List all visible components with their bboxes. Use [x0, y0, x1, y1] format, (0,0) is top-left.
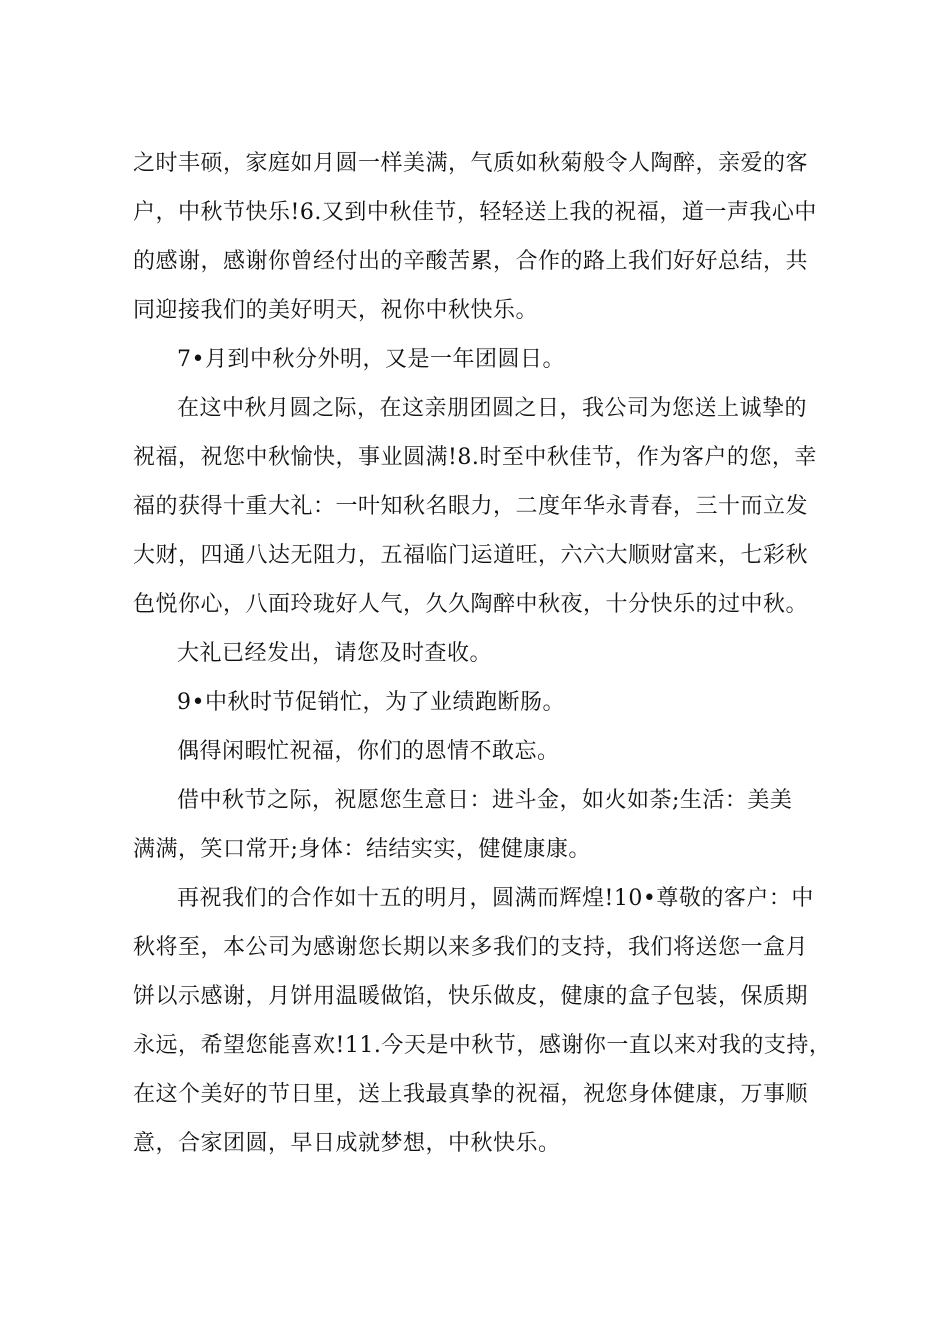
text-line: 永远，希望您能喜欢!11.今天是中秋节，感谢你一直以来对我的支持， — [133, 1033, 832, 1058]
text-line: 在这中秋月圆之际，在这亲朋团圆之日，我公司为您送上诚挚的 — [177, 396, 808, 421]
text-line: 意，合家团圆，早日成就梦想，中秋快乐。 — [133, 1131, 561, 1156]
text-line: 满满，笑口常开;身体：结结实实，健健康康。 — [133, 837, 591, 862]
text-line: 大财，四通八达无阻力，五福临门运道旺，六六大顺财富来，七彩秋 — [133, 543, 809, 568]
text-line: 再祝我们的合作如十五的明月，圆满而辉煌!10•尊敬的客户：中 — [177, 886, 814, 911]
text-line: 户，中秋节快乐!6.又到中秋佳节，轻轻送上我的祝福，道一声我心中 — [133, 200, 817, 225]
text-line: 在这个美好的节日里，送上我最真挚的祝福，祝您身体健康，万事顺 — [133, 1082, 809, 1107]
text-line: 借中秋节之际，祝愿您生意日：进斗金，如火如荼;生活：美美 — [177, 788, 793, 813]
text-line: 福的获得十重大礼：一叶知秋名眼力，二度年华永青春，三十而立发 — [133, 494, 809, 519]
text-line: 偶得闲暇忙祝福，你们的恩情不敢忘。 — [177, 739, 560, 764]
text-line: 祝福，祝您中秋愉快，事业圆满!8.时至中秋佳节，作为客户的您，幸 — [133, 445, 817, 470]
document-body — [133, 139, 832, 1168]
text-line: 色悦你心，八面玲珑好人气，久久陶醉中秋夜，十分快乐的过中秋。 — [133, 592, 809, 617]
text-line: 9•中秋时节促销忙，为了业绩跑断肠。 — [177, 690, 565, 715]
text-line: 之时丰硕，家庭如月圆一样美满，气质如秋菊般令人陶醉，亲爱的客 — [133, 151, 809, 176]
text-line: 的感谢，感谢你曾经付出的辛酸苦累，合作的路上我们好好总结，共 — [133, 249, 809, 274]
text-line: 7•月到中秋分外明，又是一年团圆日。 — [177, 347, 565, 372]
text-line: 饼以示感谢，月饼用温暖做馅，快乐做皮，健康的盒子包装，保质期 — [133, 984, 809, 1009]
text-line: 同迎接我们的美好明天，祝你中秋快乐。 — [133, 298, 539, 323]
text-line: 秋将至，本公司为感谢您长期以来多我们的支持，我们将送您一盒月 — [133, 935, 809, 960]
text-line: 大礼已经发出，请您及时查收。 — [177, 641, 493, 666]
